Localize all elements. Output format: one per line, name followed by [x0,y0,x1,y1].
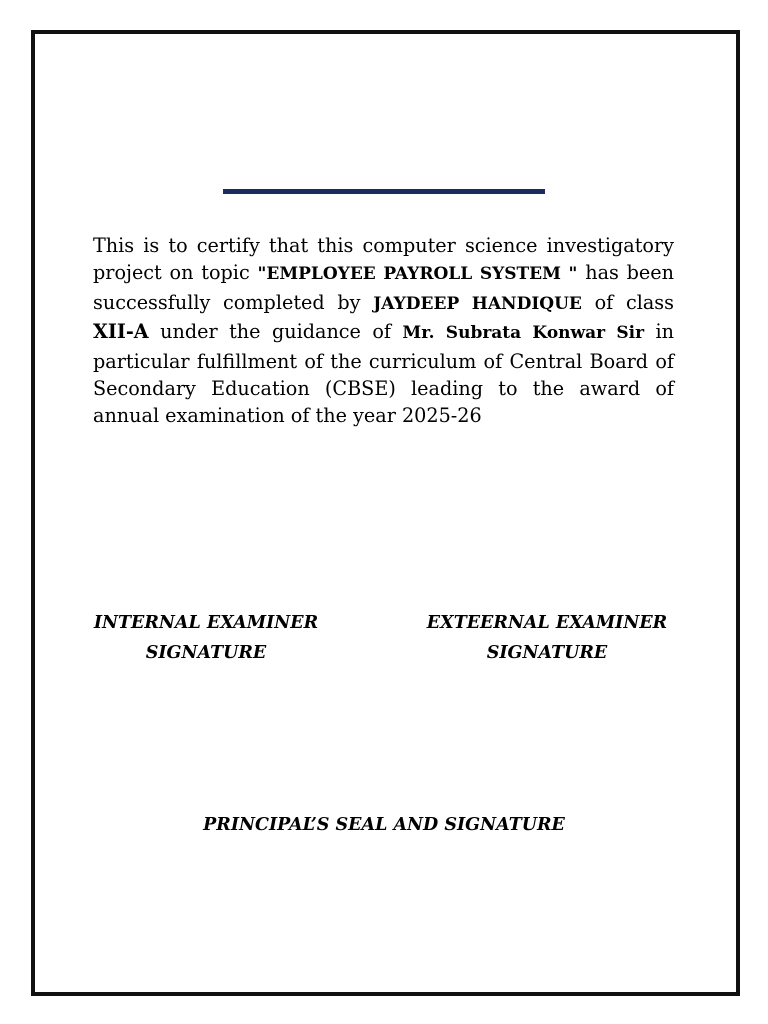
student-class: XII-A [93,320,149,344]
external-signature-label: SIGNATURE [486,643,608,663]
external-examiner-signature [424,608,670,668]
project-topic: "EMPLOYEE PAYROLL SYSTEM " [257,264,578,285]
external-examiner-label: EXTEERNAL EXAMINER [426,613,668,633]
page-border [31,30,740,996]
closing-text: in particular fulfillment of the curriculum of Central Board of Secondary Education (CBSE) leading to the award of annual examination of the year 2025-26 [93,320,675,428]
principal-signature-label: PRINCIPAL’S SEAL AND SIGNATURE [203,815,565,835]
internal-examiner-signature [93,608,319,668]
internal-examiner-label: INTERNAL EXAMINER [93,613,319,633]
after-topic-text: has been successfully completed by [93,261,675,314]
after-student-text: of class [581,290,674,314]
title-underline-rule [223,189,545,194]
intro-text: This is to certify that this computer science investigatory project on topic [93,234,674,285]
certificate-body-text [93,232,674,430]
principal-seal-signature [180,810,588,840]
after-class-text: under the guidance of [148,320,403,344]
guide-name: Mr. Subrata Konwar Sir [402,323,645,344]
internal-signature-label: SIGNATURE [145,643,267,663]
student-name: JAYDEEP HANDIQUE [373,293,582,314]
